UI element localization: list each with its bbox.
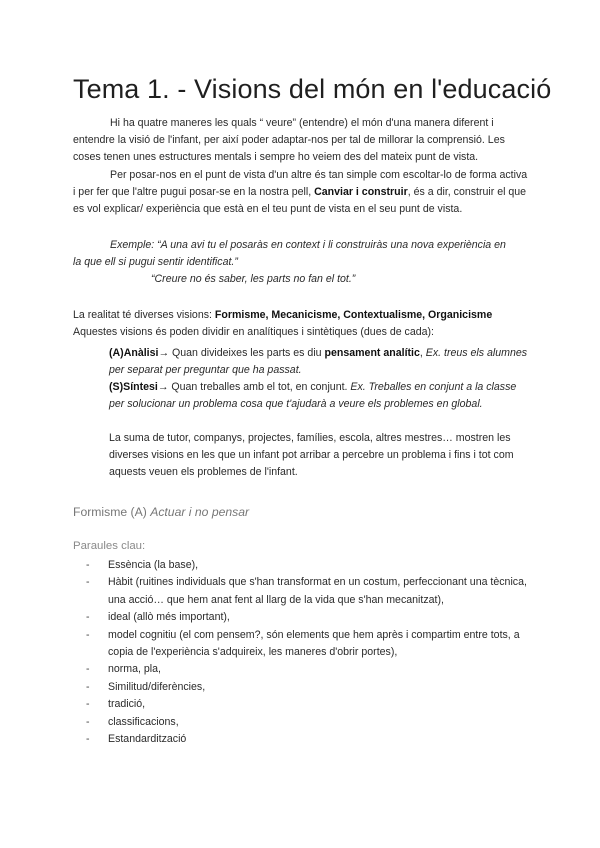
list-item: - model cognitiu (el com pensem?, són elements que hem après i compartim entre tots, a copia de l'experiència s'adquireix, les maneres d'obrir portes), (86, 628, 520, 659)
visions-names: Formisme, Mecanicisme, Contextualisme, Organicisme (214, 309, 493, 321)
list-item: - norma, pla, (86, 661, 536, 678)
visions-paragraph (73, 307, 531, 341)
synthesis-example: Ex. Treballes en conjunt a la classe per solucionar un problema cosa que t'ajudarà a veure els problemes en global. (109, 381, 517, 411)
list-item: - Estandardització (86, 731, 536, 748)
bullet-dash: - (86, 628, 90, 641)
keywords-list (86, 557, 536, 748)
list-item: - classificacions, (86, 714, 536, 731)
list-item: - Similitud/diferències, (86, 679, 536, 696)
example-line-1: Exemple: “A una avi tu el posaràs en context i li construiràs una nova experiència en (110, 239, 506, 251)
bullet-dash: - (86, 715, 90, 728)
formisme-heading: Formisme (A) (73, 505, 151, 519)
analysis-example: Ex. treus els alumnes per separat per preguntar que ha passat. (109, 347, 528, 377)
example-quote: “Creure no és saber, les parts no fan el tot.” (151, 273, 356, 285)
bullet-dash: - (86, 680, 90, 693)
arrow-icon: → (158, 347, 170, 359)
section-heading-formisme (73, 504, 249, 520)
intro-paragraph: Hi ha quatre maneres les quals “ veure” (entendre) el món d'una manera diferent i entendre la visió de l'infant, per així poder adaptar-nos per tal de millorar la comprensió. Les coses tenen unes estructures mentals i sempre ho veiem des del mateix punt de vista. (73, 117, 505, 164)
perspective-text-end: , és a dir, construir el que es vol explicar/ experiència que està en el teu punt de vista en el seu punt de vista. (73, 186, 527, 216)
formisme-subtitle: Actuar i no pensar (150, 505, 250, 519)
bullet-dash: - (86, 611, 90, 624)
example-line-2: la que ell si pugui sentir identificat.” (73, 256, 238, 268)
list-item: - Hàbit (ruitines individuals que s'han transformat en un costum, perfeccionant una tècnica, una acció… que hem anat fent al llarg de la vida que s'han mecanitzat), (86, 576, 527, 606)
analysis-comma: , (419, 347, 426, 359)
page-title: Tema 1. - Visions del món en l'educació (73, 74, 552, 104)
sum-paragraph: La suma de tutor, companys, projectes, famílies, escola, altres mestres… mostren les diverses visions en les que un infant pot arribar a percebre un problema i fins i tot com aquests veuen els problemes de l'infant. (109, 432, 514, 479)
bullet-dash: - (86, 559, 90, 571)
analysis-label: (A)Anàlisi (109, 347, 159, 359)
synthesis-block (109, 379, 531, 413)
perspective-paragraph (73, 167, 531, 219)
analysis-bold: pensament analític (324, 347, 420, 359)
list-item: - ideal (allò més important), (86, 609, 536, 626)
visions-divide: Aquestes visions és poden dividir en analítiques i sintètiques (dues de cada): (73, 326, 434, 339)
bullet-dash: - (86, 576, 90, 589)
visions-lead: La realitat té diverses visions: (73, 309, 215, 321)
synthesis-label: (S)Síntesi (109, 381, 158, 393)
keywords-label: Paraules clau: (73, 540, 146, 552)
bullet-dash: - (86, 698, 90, 711)
perspective-highlight: Canviar i construir (314, 186, 408, 199)
perspective-text: Per posar-nos en el punt de vista d'un altre és tan simple com escoltar-lo de forma activa i per fer que l'altre pugui posar-se en la nostra pell, (73, 169, 528, 199)
arrow-icon: → (157, 381, 169, 393)
list-item: - tradició, (86, 696, 536, 713)
bullet-dash: - (86, 663, 90, 676)
synthesis-text: Quan treballes amb el tot, en conjunt. (168, 381, 351, 393)
analysis-text: Quan divideixes les parts es diu (169, 347, 325, 359)
list-item: - Essència (la base), (86, 557, 536, 574)
analysis-block (109, 345, 531, 379)
bullet-dash: - (86, 733, 90, 746)
